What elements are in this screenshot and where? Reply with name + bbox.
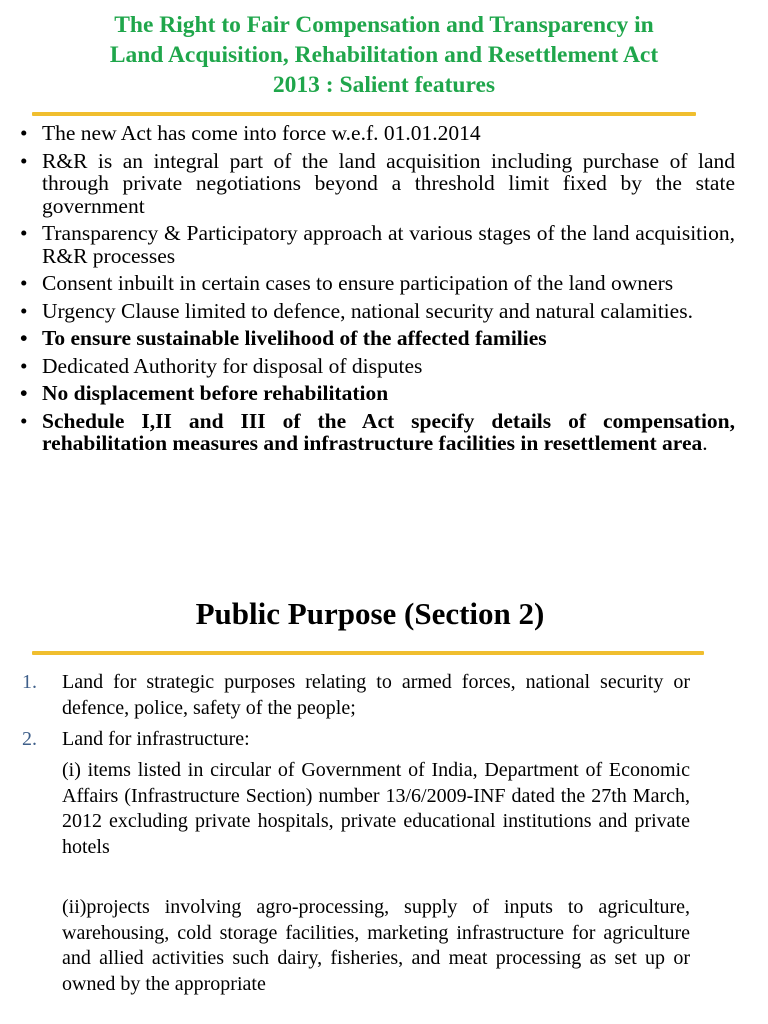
salient-features-list bbox=[20, 122, 735, 460]
list-number: 2. bbox=[22, 728, 37, 750]
list-item-text: Urgency Clause limited to defence, national security and natural calamities. bbox=[42, 298, 693, 323]
title-line: 2013 : Salient features bbox=[272, 72, 496, 98]
list-item bbox=[20, 150, 735, 218]
list-item-text: Transparency & Participatory approach at various stages of the land acquisition, R&R processes bbox=[42, 221, 735, 268]
list-item bbox=[22, 670, 690, 721]
list-item-text: The new Act has come into force w.e.f. 01.01.2014 bbox=[42, 121, 481, 145]
list-item-text: To ensure sustainable livelihood of the affected families bbox=[42, 326, 547, 350]
sub-item: (ii)projects involving agro-processing, supply of inputs to agriculture, warehousing, cold storage facilities, marketing infrastructure for agriculture and allied activities such dairy, fisheries, and meat processing as set up or owned by the appropriate bbox=[62, 896, 690, 995]
title-line: The Right to Fair Compensation and Transparency in bbox=[114, 12, 654, 38]
section-heading: Public Purpose (Section 2) bbox=[195, 596, 545, 631]
list-item-text: Dedicated Authority for disposal of disputes bbox=[42, 353, 423, 378]
slide-title bbox=[30, 10, 738, 100]
list-item-text: No displacement before rehabilitation bbox=[42, 381, 389, 405]
list-item-suffix: . bbox=[702, 431, 708, 455]
title-divider bbox=[32, 112, 696, 116]
list-item bbox=[20, 410, 735, 455]
section-divider bbox=[32, 651, 704, 655]
list-item bbox=[20, 272, 735, 295]
title-line: Land Acquisition, Rehabilitation and Resettlement Act bbox=[109, 42, 659, 68]
list-item bbox=[20, 300, 735, 323]
list-item bbox=[20, 355, 735, 378]
list-item bbox=[22, 727, 690, 753]
sub-item: (i) items listed in circular of Government of India, Department of Economic Affairs (Infrastructure Section) number 13/6/2009-INF dated the 27th March, 2012 excluding private hospitals, private educational institutions and private hotels bbox=[62, 759, 690, 858]
list-item-text: R&R is an integral part of the land acquisition including purchase of land through private negotiations beyond a threshold limit fixed by the state government bbox=[42, 148, 735, 218]
list-item bbox=[20, 222, 735, 267]
list-item bbox=[20, 327, 735, 350]
list-item-text: Land for strategic purposes relating to armed forces, national security or defence, police, safety of the people; bbox=[62, 671, 690, 719]
list-item-text: Land for infrastructure: bbox=[62, 728, 250, 750]
public-purpose-list bbox=[22, 670, 690, 753]
list-item bbox=[20, 122, 735, 145]
list-item-text: Consent inbuilt in certain cases to ensure participation of the land owners bbox=[42, 271, 674, 295]
list-item bbox=[20, 382, 735, 405]
list-number: 1. bbox=[22, 671, 37, 693]
list-item-text: Schedule I,II and III of the Act specify details of compensation, rehabilitation measures and infrastructure facilities in resettlement area bbox=[42, 408, 735, 455]
